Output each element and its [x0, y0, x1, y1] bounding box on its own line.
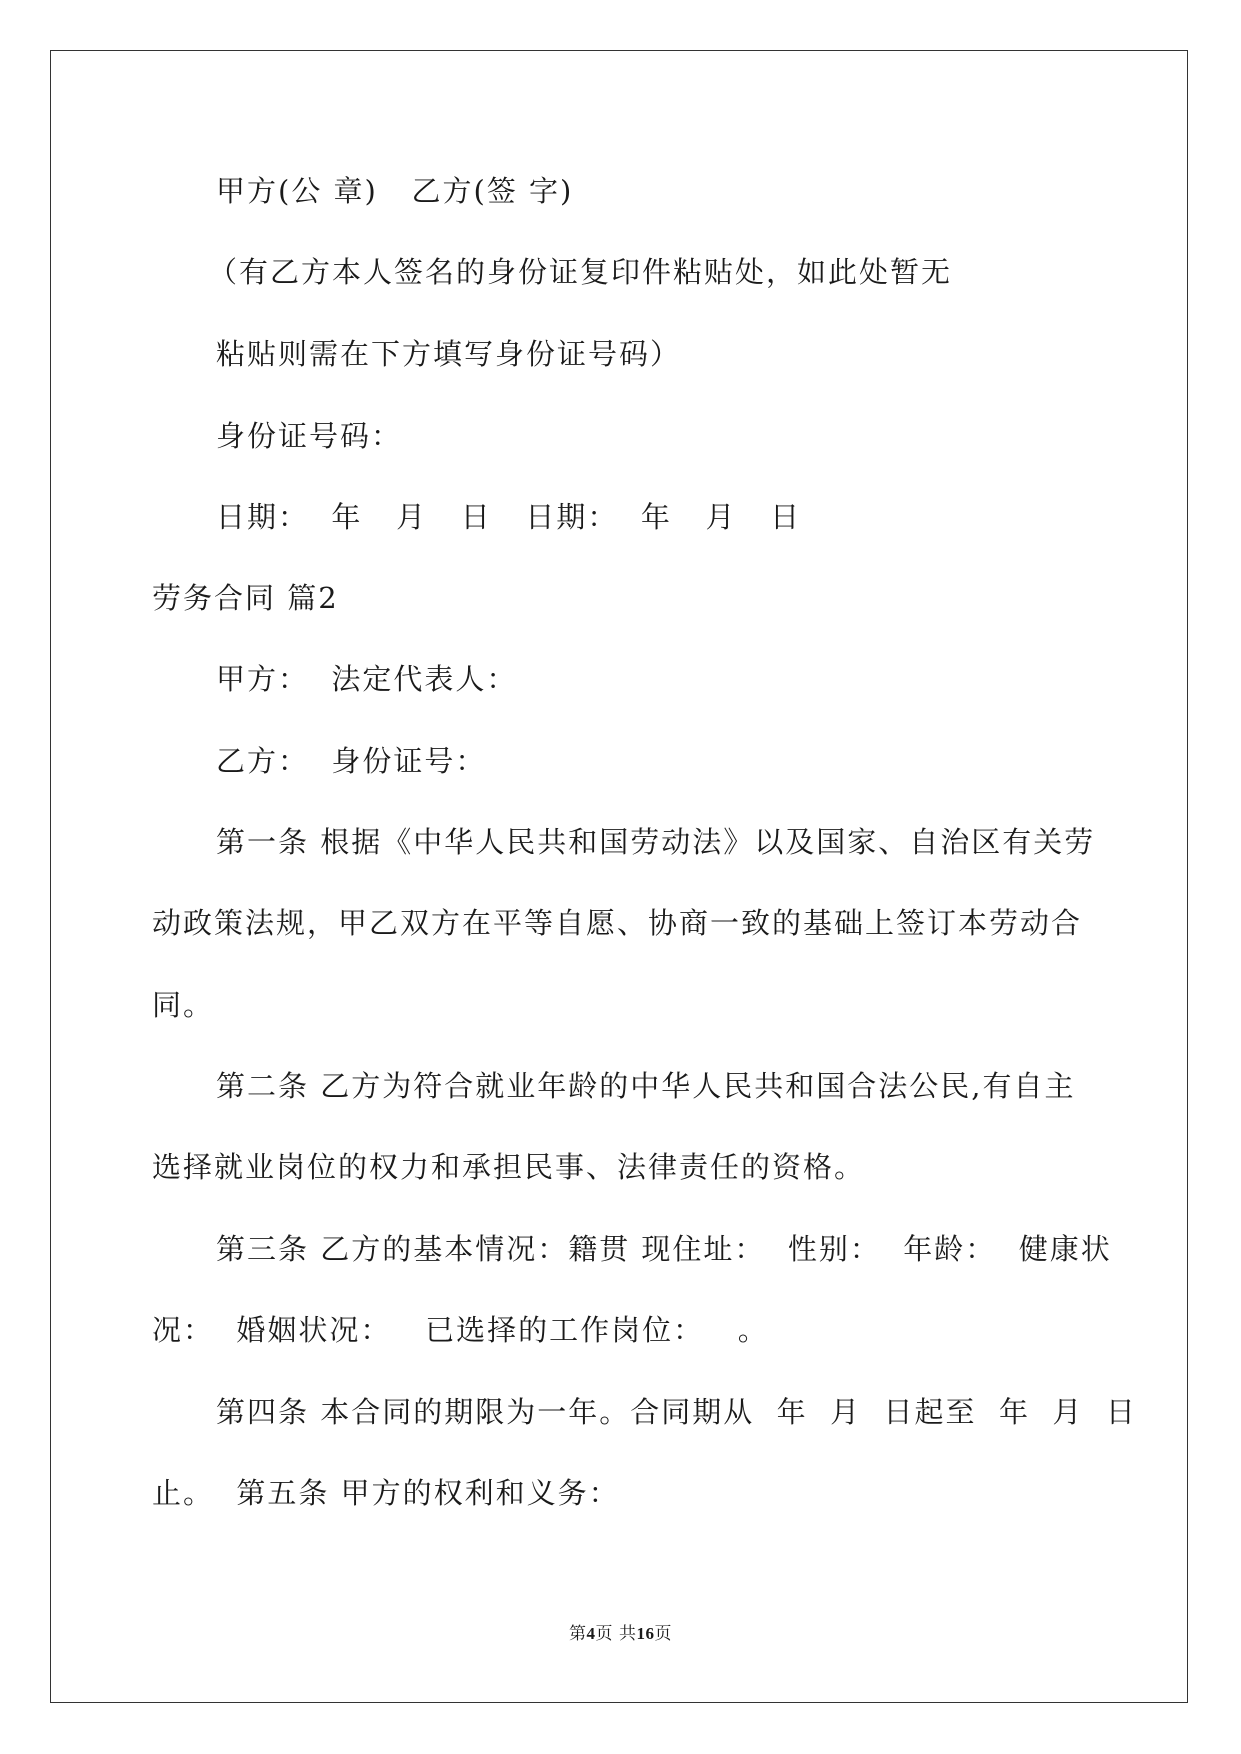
- page-frame: [50, 50, 1188, 1703]
- article-4-line-1: 第四条 本合同的期限为一年。合同期从 年 月 日起至 年 月 日: [216, 1395, 1137, 1429]
- total-pages-number: 16: [636, 1624, 655, 1643]
- footer-prefix: 第: [569, 1624, 587, 1644]
- page-footer: [0, 1625, 1241, 1643]
- article-3-line-1: 第三条 乙方的基本情况：籍贯 现住址： 性别： 年龄： 健康状: [216, 1232, 1112, 1266]
- article-1-line-2: 动政策法规，甲乙双方在平等自愿、协商一致的基础上签订本劳动合: [152, 906, 1083, 940]
- id-copy-note: （有乙方本人签名的身份证复印件粘贴处，如此处暂无: [208, 255, 953, 289]
- date-line: 日期： 年 月 日 日期： 年 月 日: [216, 500, 802, 534]
- id-number-label: 身份证号码：: [216, 419, 403, 453]
- current-page-number: 4: [586, 1624, 596, 1643]
- party-a-line: 甲方： 法定代表人：: [216, 662, 518, 696]
- article-2-line-2: 选择就业岗位的权力和承担民事、法律责任的资格。: [152, 1150, 866, 1184]
- article-3-line-2: 况： 婚姻状况： 已选择的工作岗位： 。: [152, 1313, 769, 1347]
- party-b-line: 乙方： 身份证号：: [216, 744, 487, 778]
- footer-mid: 页 共: [595, 1624, 637, 1644]
- article-1-line-1: 第一条 根据《中华人民共和国劳动法》以及国家、自治区有关劳: [216, 825, 1096, 859]
- article-2-line-1: 第二条 乙方为符合就业年龄的中华人民共和国合法公民,有自主: [216, 1069, 1076, 1103]
- signature-line: 甲方(公 章) 乙方(签 字): [216, 174, 574, 208]
- article-1-line-3: 同。: [152, 988, 215, 1022]
- footer-suffix: 页: [654, 1624, 672, 1644]
- id-copy-note-cont: 粘贴则需在下方填写身份证号码）: [216, 337, 682, 371]
- section-heading: 劳务合同 篇2: [152, 581, 339, 615]
- article-4-line-2: 止。 第五条 甲方的权利和义务：: [152, 1476, 620, 1510]
